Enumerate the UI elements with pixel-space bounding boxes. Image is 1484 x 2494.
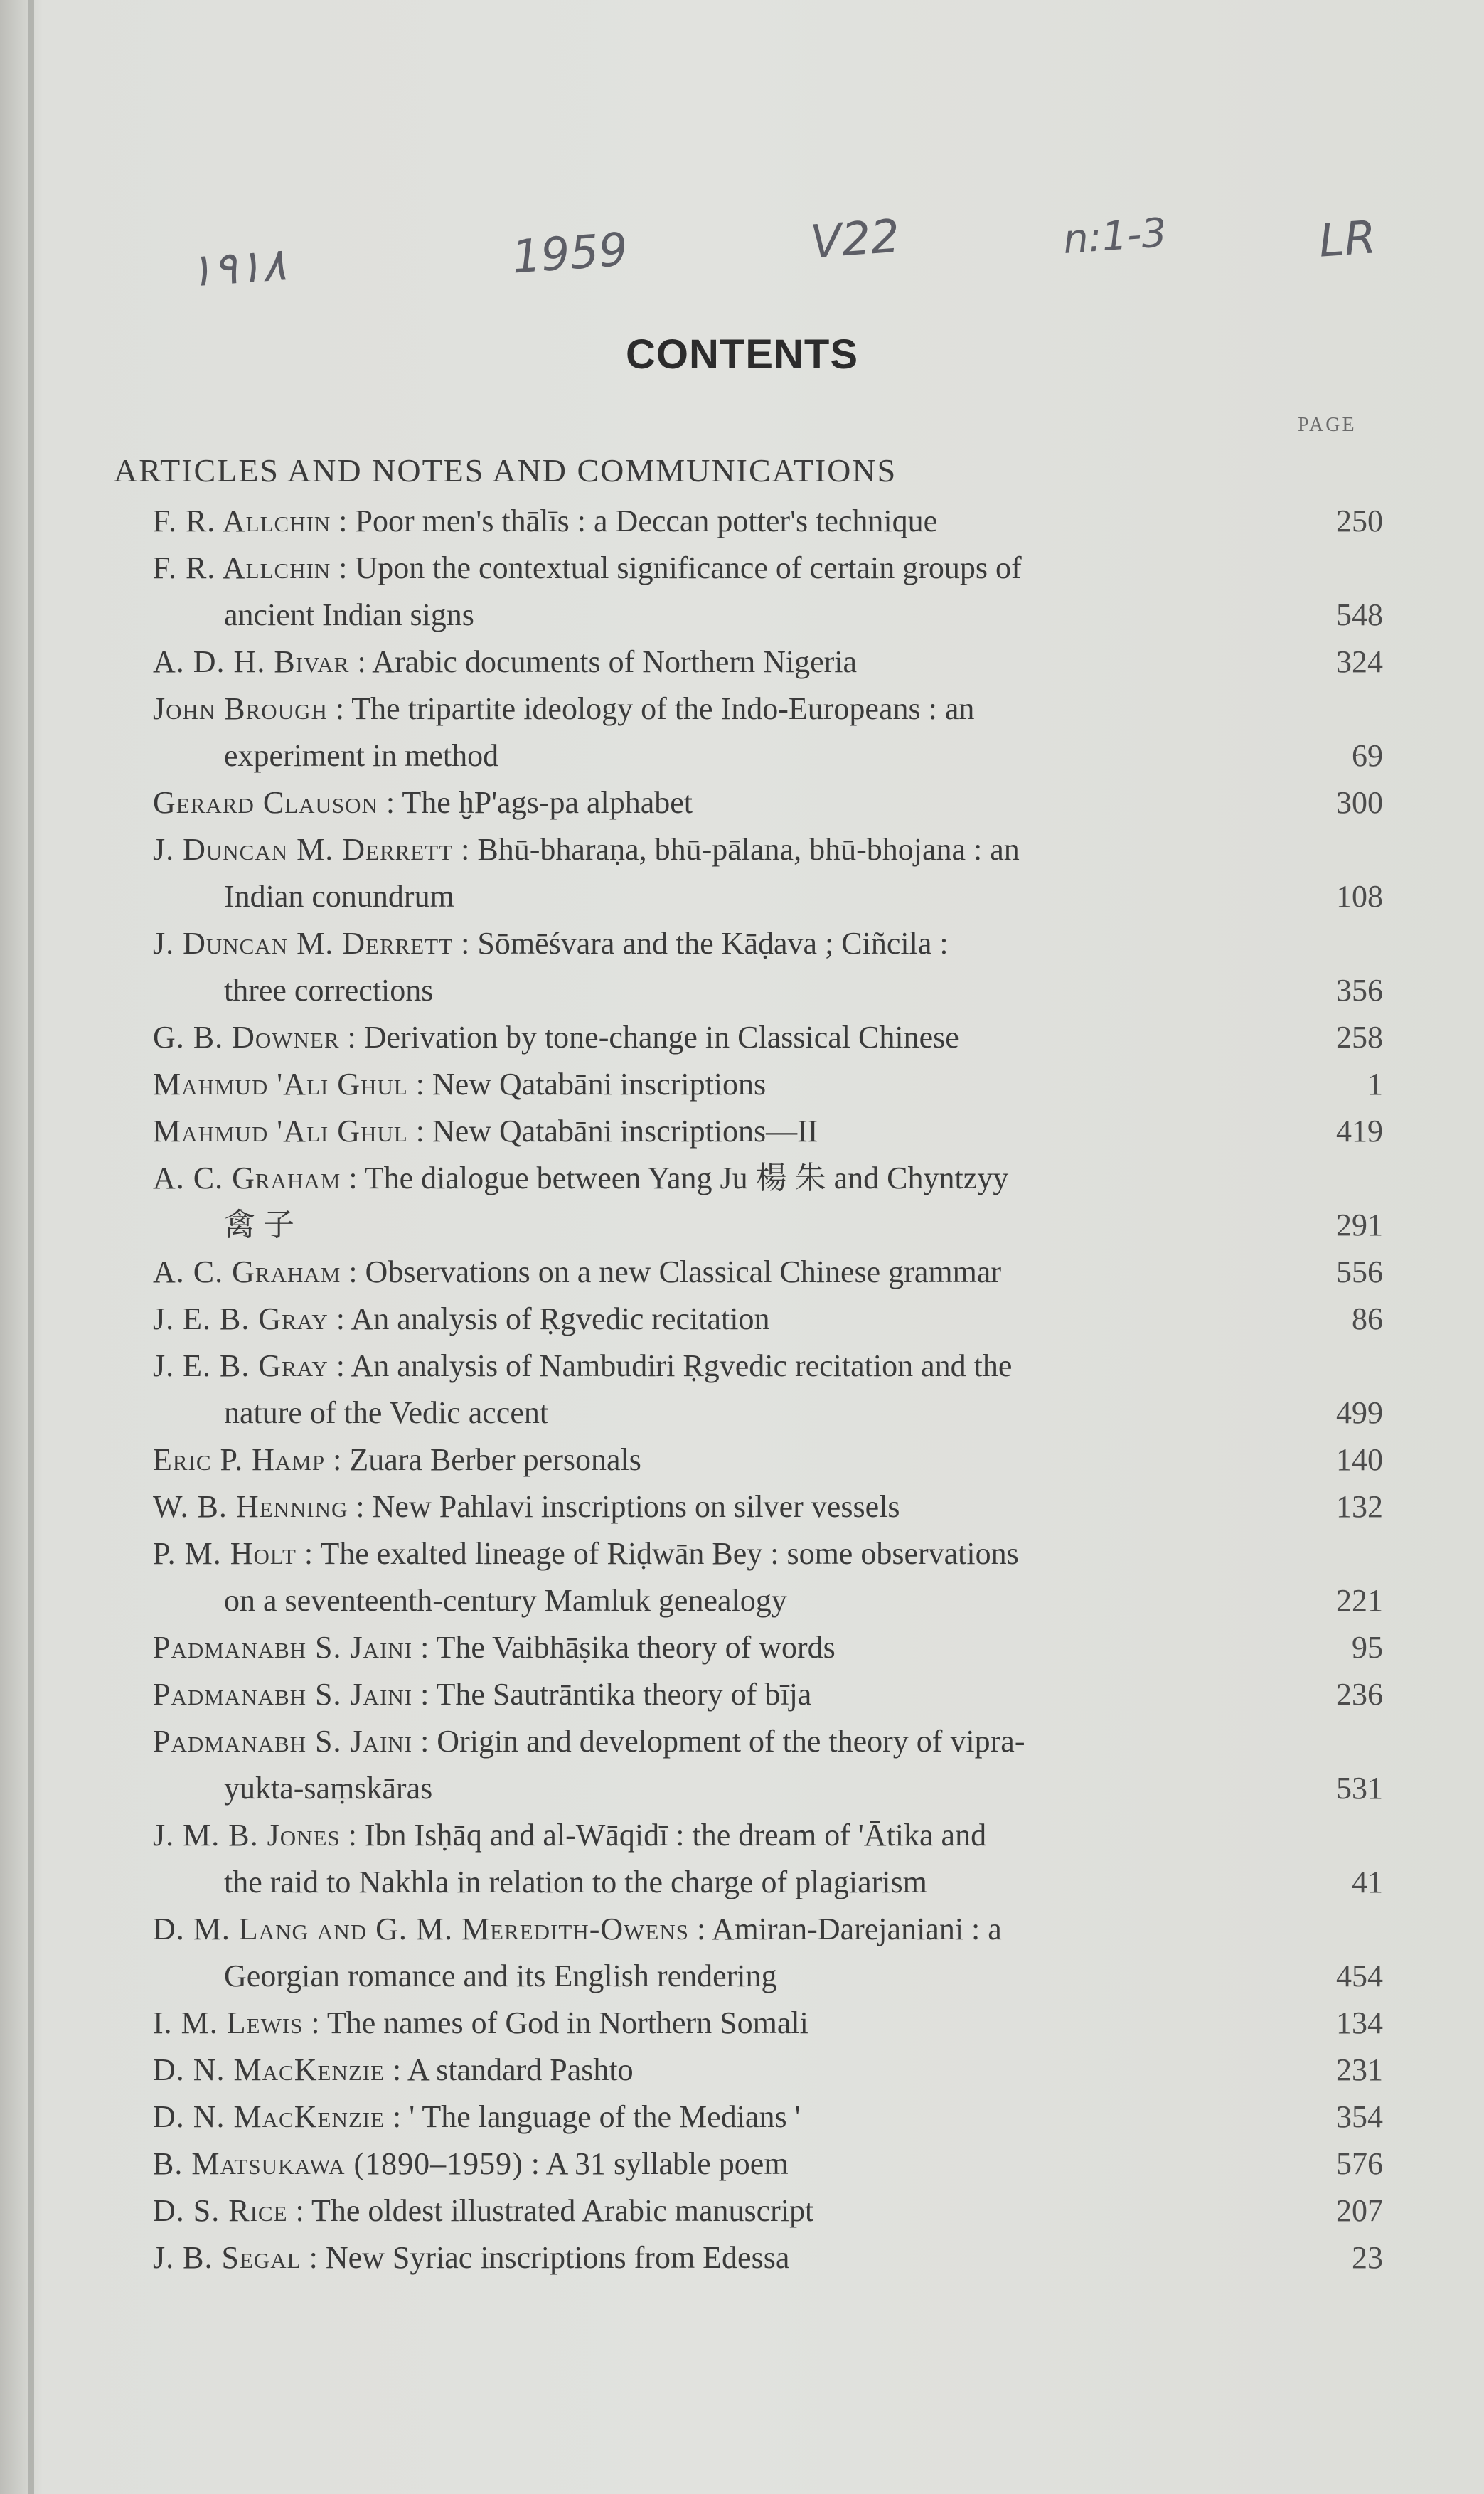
toc-author: F. R. Allchin — [153, 550, 331, 585]
toc-entry-line — [153, 686, 1383, 732]
toc-entry-line — [153, 873, 1383, 920]
toc-page-number: 140 — [1336, 1442, 1383, 1477]
toc-entry-line — [153, 1624, 1383, 1671]
toc-entry — [153, 1108, 1383, 1155]
toc-title-text: The tripartite ideology of the Indo-Europeans : an — [351, 691, 975, 726]
toc-entry-line — [153, 1530, 1383, 1577]
toc-entry — [153, 2141, 1383, 2187]
toc-author: J. Duncan M. Derrett — [153, 832, 454, 867]
toc-entry — [153, 2047, 1383, 2094]
toc-title-text: A 31 syllable poem — [545, 2146, 789, 2181]
toc-entry-line — [153, 1249, 1383, 1296]
toc-title-text: The ḫP'ags-pa alphabet — [402, 785, 693, 820]
toc-page-number: 207 — [1336, 2193, 1383, 2228]
toc-separator: : — [331, 550, 356, 585]
toc-separator: : — [339, 1020, 364, 1055]
toc-page-number: 134 — [1336, 2005, 1383, 2040]
toc-separator: : — [385, 2052, 407, 2087]
toc-title-text: 禽 子 — [224, 1208, 294, 1242]
toc-entry-line — [153, 920, 1383, 967]
toc-page-number: 69 — [1352, 738, 1383, 773]
toc-title-text: The names of God in Northern Somali — [326, 2005, 808, 2040]
toc-entry-line — [153, 1906, 1383, 1953]
toc-title-text: An analysis of Ṛgvedic recitation — [351, 1301, 770, 1336]
toc-author: J. E. B. Gray — [153, 1301, 329, 1336]
handwritten-mark: n:1-3 — [1061, 209, 1168, 264]
toc-author: Mahmud 'Ali Ghul — [153, 1114, 408, 1149]
toc-entry-line — [153, 498, 1383, 545]
toc-entry — [153, 1718, 1383, 1812]
toc-page-number: 300 — [1336, 785, 1383, 820]
toc-title-text: ancient Indian signs — [224, 597, 474, 632]
toc-entry-line — [153, 1483, 1383, 1530]
toc-entry-line — [153, 779, 1383, 826]
toc-entry-line — [153, 1014, 1383, 1061]
toc-separator: : — [327, 691, 352, 726]
toc-entry — [153, 1296, 1383, 1343]
toc-separator: : — [412, 1630, 437, 1665]
toc-author: D. N. MacKenzie — [153, 2052, 385, 2087]
toc-page-number: 354 — [1336, 2099, 1383, 2134]
toc-entry-line — [153, 1390, 1383, 1437]
toc-author: W. B. Henning — [153, 1489, 348, 1524]
toc-separator: : — [341, 1161, 365, 1195]
toc-page-number: 356 — [1336, 973, 1383, 1008]
section-heading: ARTICLES AND NOTES AND COMMUNICATIONS — [114, 452, 897, 489]
toc-page-number: 324 — [1336, 644, 1383, 679]
toc-page-number: 548 — [1336, 597, 1383, 632]
page-title: CONTENTS — [626, 331, 858, 378]
toc-entry — [153, 779, 1383, 826]
toc-title-text: Arabic documents of Northern Nigeria — [372, 644, 858, 679]
toc-title-text: three corrections — [224, 973, 434, 1008]
toc-entry — [153, 920, 1383, 1014]
toc-page-number: 221 — [1336, 1583, 1383, 1618]
toc-page-number: 1 — [1367, 1067, 1383, 1102]
toc-separator: : — [688, 1912, 712, 1946]
toc-separator: : — [407, 1067, 432, 1102]
toc-page-number: 556 — [1336, 1254, 1383, 1289]
toc-author: Padmanabh S. Jaini — [153, 1630, 413, 1665]
toc-entry-line — [153, 1765, 1383, 1812]
toc-entry — [153, 1812, 1383, 1906]
toc-title-text: nature of the Vedic accent — [224, 1395, 549, 1430]
toc-title-text: Indian conundrum — [224, 879, 454, 914]
toc-title-text: The Sautrāntika theory of bīja — [436, 1677, 812, 1712]
handwritten-mark: 1959 — [510, 223, 630, 284]
toc-author: J. M. B. Jones — [153, 1818, 341, 1853]
toc-entry — [153, 2187, 1383, 2234]
toc-author: F. R. Allchin — [153, 503, 331, 538]
toc-separator: : — [287, 2193, 311, 2228]
toc-entry — [153, 826, 1383, 920]
toc-title-text: Upon the contextual significance of certain groups of — [355, 550, 1022, 585]
toc-title-text: ' The language of the Medians ' — [409, 2099, 801, 2134]
toc-author: A. C. Graham — [153, 1254, 341, 1289]
toc-page-number: 86 — [1352, 1301, 1383, 1336]
toc-page-number: 41 — [1352, 1865, 1383, 1899]
toc-page-number: 454 — [1336, 1959, 1383, 1993]
toc-author: John Brough — [153, 691, 328, 726]
toc-entry-line — [153, 592, 1383, 639]
handwritten-mark: V22 — [808, 210, 902, 270]
toc-page-number: 231 — [1336, 2052, 1383, 2087]
toc-page-number: 258 — [1336, 1020, 1383, 1055]
toc-title-text: Ibn Isḥāq and al-Wāqidī : the dream of 'Ātika and — [364, 1818, 987, 1853]
toc-separator: : — [412, 1724, 437, 1759]
toc-page-number: 531 — [1336, 1771, 1383, 1806]
toc-separator: : — [523, 2146, 546, 2181]
toc-entry — [153, 2094, 1383, 2141]
toc-entry — [153, 1155, 1383, 1249]
toc-author: P. M. Holt — [153, 1536, 297, 1571]
toc-entry-line — [153, 1859, 1383, 1906]
toc-entry-line — [153, 2234, 1383, 2281]
toc-author: Mahmud 'Ali Ghul — [153, 1067, 408, 1102]
toc-entry-line — [153, 2047, 1383, 2094]
toc-author: B. Matsukawa (1890–1959) — [153, 2146, 523, 2181]
toc-separator: : — [385, 2099, 410, 2134]
toc-entry-line — [153, 2187, 1383, 2234]
toc-entry-line — [153, 1296, 1383, 1343]
toc-title-text: Poor men's thālīs : a Deccan potter's technique — [355, 503, 938, 538]
toc-title-text: The dialogue between Yang Ju 楊 朱 and Chyntzyy — [364, 1161, 1009, 1195]
toc-page-number: 419 — [1336, 1114, 1383, 1149]
toc-entry — [153, 1530, 1383, 1624]
toc-separator: : — [341, 1254, 365, 1289]
toc-separator: : — [328, 1301, 351, 1336]
page-column-label: PAGE — [1298, 414, 1357, 436]
toc-author: A. D. H. Bivar — [153, 644, 350, 679]
toc-page-number: 250 — [1336, 503, 1383, 538]
toc-entry-line — [153, 1671, 1383, 1718]
toc-entry — [153, 1249, 1383, 1296]
toc-title-text: New Qatabāni inscriptions — [432, 1067, 767, 1102]
toc-title-text: Georgian romance and its English rendering — [224, 1959, 777, 1993]
toc-separator: : — [453, 926, 478, 961]
toc-entry-line — [153, 1577, 1383, 1624]
toc-entry-line — [153, 545, 1383, 592]
toc-title-text: Observations on a new Classical Chinese grammar — [365, 1254, 1001, 1289]
toc-title-text: Derivation by tone-change in Classical Chinese — [363, 1020, 959, 1055]
toc-entry — [153, 639, 1383, 686]
toc-page-number: 236 — [1336, 1677, 1383, 1712]
toc-entry-line — [153, 639, 1383, 686]
toc-title-text: Zuara Berber personals — [349, 1442, 641, 1477]
toc-title-text: The exalted lineage of Riḍwān Bey : some observations — [320, 1536, 1019, 1571]
toc-entry — [153, 1906, 1383, 2000]
toc-entry — [153, 498, 1383, 545]
toc-title-text: The oldest illustrated Arabic manuscript — [311, 2193, 814, 2228]
toc-entry — [153, 1343, 1383, 1437]
toc-entry — [153, 545, 1383, 639]
toc-author: D. M. Lang and G. M. Meredith-Owens — [153, 1912, 689, 1946]
toc-entry-line — [153, 2141, 1383, 2187]
toc-entry-line — [153, 1953, 1383, 2000]
toc-title-text: New Pahlavi inscriptions on silver vessels — [372, 1489, 900, 1524]
toc-entry-line — [153, 1155, 1383, 1202]
toc-title-text: An analysis of Nambudiri Ṛgvedic recitation and the — [351, 1348, 1013, 1383]
toc-author: Eric P. Hamp — [153, 1442, 326, 1477]
toc-author: D. N. MacKenzie — [153, 2099, 385, 2134]
toc-separator: : — [349, 644, 373, 679]
toc-separator: : — [348, 1489, 373, 1524]
toc-title-text: Origin and development of the theory of vipra- — [437, 1724, 1025, 1759]
toc-separator: : — [453, 832, 478, 867]
toc-title-text: New Syriac inscriptions from Edessa — [325, 2240, 790, 2275]
toc-author: Padmanabh S. Jaini — [153, 1677, 413, 1712]
toc-entry — [153, 1437, 1383, 1483]
toc-entry-line — [153, 2000, 1383, 2047]
toc-entry — [153, 1671, 1383, 1718]
toc-title-text: on a seventeenth-century Mamluk genealogy — [224, 1583, 787, 1618]
toc-author: J. B. Segal — [153, 2240, 301, 2275]
toc-entry-line — [153, 1343, 1383, 1390]
toc-author: A. C. Graham — [153, 1161, 341, 1195]
toc-title-text: Amiran-Darejaniani : a — [711, 1912, 1002, 1946]
toc-entry — [153, 1014, 1383, 1061]
toc-separator: : — [303, 2005, 327, 2040]
toc-separator: : — [328, 1348, 351, 1383]
toc-page-number: 499 — [1336, 1395, 1383, 1430]
toc-separator: : — [340, 1818, 365, 1853]
toc-entry — [153, 686, 1383, 779]
toc-entry — [153, 2000, 1383, 2047]
toc-entry-line — [153, 1437, 1383, 1483]
toc-page-number: 23 — [1352, 2240, 1383, 2275]
toc-title-text: New Qatabāni inscriptions—II — [432, 1114, 818, 1149]
toc-page-number: 576 — [1336, 2146, 1383, 2181]
toc-title-text: experiment in method — [224, 738, 499, 773]
toc-entry-line — [153, 1202, 1383, 1249]
toc-page-number: 108 — [1336, 879, 1383, 914]
toc-title-text: The Vaibhāṣika theory of words — [436, 1630, 836, 1665]
toc-entry — [153, 1483, 1383, 1530]
handwritten-mark: LR — [1317, 211, 1378, 268]
handwritten-mark: ۱۹۱۸ — [186, 238, 288, 298]
toc-author: I. M. Lewis — [153, 2005, 304, 2040]
toc-separator: : — [331, 503, 356, 538]
toc-title-text: the raid to Nakhla in relation to the charge of plagiarism — [224, 1865, 927, 1899]
toc-entry — [153, 2234, 1383, 2281]
toc-separator: : — [296, 1536, 321, 1571]
toc-page-number: 95 — [1352, 1630, 1383, 1665]
handwritten-note — [0, 209, 1484, 299]
toc-author: D. S. Rice — [153, 2193, 288, 2228]
toc-title-text: Bhū-bharaṇa, bhū-pālana, bhū-bhojana : an — [477, 832, 1020, 867]
toc-author: Gerard Clauson — [153, 785, 378, 820]
toc-author: G. B. Downer — [153, 1020, 340, 1055]
toc-title-text: yukta-saṃskāras — [224, 1771, 433, 1806]
toc-separator: : — [412, 1677, 437, 1712]
toc-entry — [153, 1624, 1383, 1671]
toc-separator: : — [325, 1442, 350, 1477]
toc-entry — [153, 1061, 1383, 1108]
toc-author: J. Duncan M. Derrett — [153, 926, 454, 961]
toc-entry-line — [153, 1108, 1383, 1155]
toc-entry-line — [153, 826, 1383, 873]
toc-page-number: 132 — [1336, 1489, 1383, 1524]
toc-author: J. E. B. Gray — [153, 1348, 329, 1383]
toc-entry-line — [153, 1718, 1383, 1765]
toc-title-text: Sōmēśvara and the Kāḍava ; Ciñcila : — [477, 926, 949, 961]
toc-entry-line — [153, 1061, 1383, 1108]
toc-entry-line — [153, 2094, 1383, 2141]
toc-entry-line — [153, 732, 1383, 779]
toc-separator: : — [407, 1114, 432, 1149]
toc-author: Padmanabh S. Jaini — [153, 1724, 413, 1759]
toc-separator: : — [301, 2240, 326, 2275]
toc-entry-line — [153, 1812, 1383, 1859]
toc-title-text: A standard Pashto — [407, 2052, 634, 2087]
toc-entry-line — [153, 967, 1383, 1014]
toc-page-number: 291 — [1336, 1208, 1383, 1242]
toc-separator: : — [378, 785, 402, 820]
